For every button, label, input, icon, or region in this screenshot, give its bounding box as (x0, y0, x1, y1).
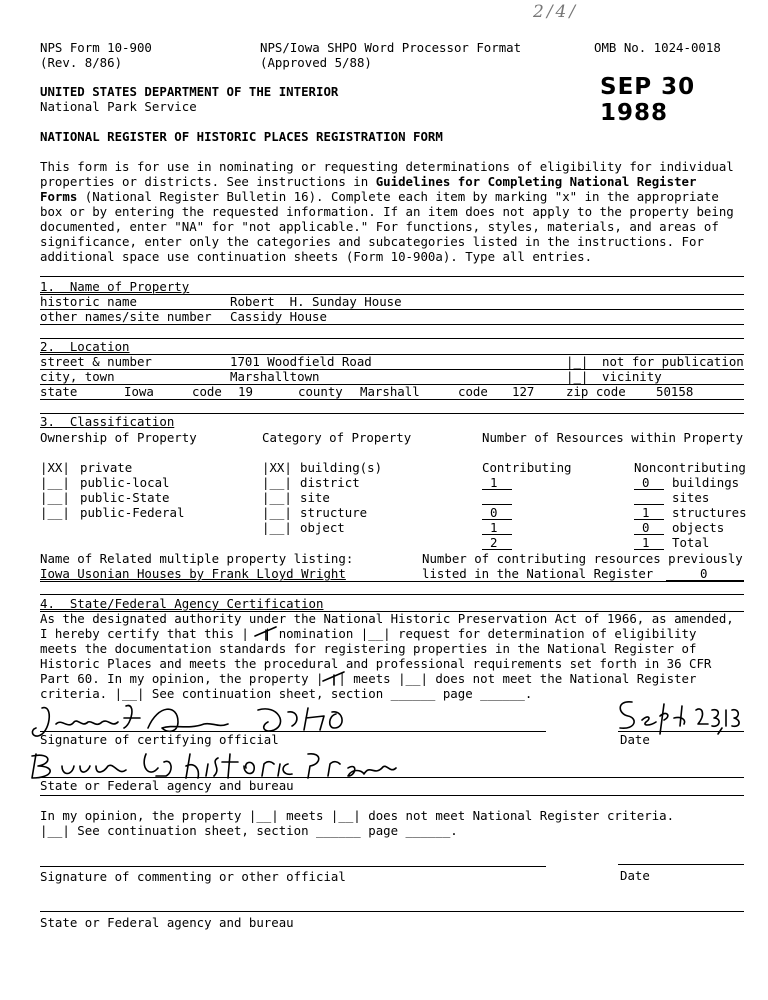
ownership-checkbox[interactable]: |__| (40, 490, 70, 505)
previously-listed-label: Number of contributing resources previously (422, 551, 743, 566)
omb-number: OMB No. 1024-0018 (594, 40, 721, 55)
city-label: city, town (40, 369, 115, 384)
category-header: Category of Property (262, 430, 412, 445)
certification-line: Historic Places and meets the procedural and professional requirements set forth in 36 CFR (40, 656, 712, 671)
ownership-label: public-local (80, 475, 170, 490)
form-title: NATIONAL REGISTER OF HISTORIC PLACES REGISTRATION FORM (40, 129, 443, 144)
county-code-field[interactable]: 127 (512, 384, 535, 399)
previously-listed-label-2: listed in the National Register (422, 566, 654, 581)
ownership-checkbox[interactable]: |__| (40, 475, 70, 490)
signed-date-value (626, 706, 634, 721)
ownership-header: Ownership of Property (40, 430, 197, 445)
certifying-signature-label: Signature of certifying official (40, 732, 279, 747)
ownership-label: public-State (80, 490, 170, 505)
approved-label: (Approved 5/88) (260, 55, 372, 70)
category-label: site (300, 490, 330, 505)
intro-line-7: additional space use continuation sheets (Form 10-900a). Type all entries. (40, 249, 593, 264)
state-code-label: code (192, 384, 222, 399)
section-3-heading: 3. Classification (40, 414, 175, 429)
date-label-2: Date (620, 868, 650, 883)
zip-field[interactable]: 50158 (656, 384, 694, 399)
opinion-line-1: In my opinion, the property |__| meets |__| does not meet National Register criteria. (40, 808, 675, 823)
other-names-field[interactable]: Cassidy House (230, 309, 327, 324)
intro-line-4: box or by entering the requested information. If an item does not apply to the property being (40, 204, 734, 219)
contributing-header: Contributing (482, 460, 572, 475)
zip-label: zip code (566, 384, 626, 399)
county-field[interactable]: Marshall (360, 384, 420, 399)
not-for-publication-label: not for publication (602, 354, 744, 369)
vicinity-label: vicinity (602, 369, 662, 384)
contributing-count[interactable]: 2 (490, 535, 498, 550)
noncontributing-header: Noncontributing (634, 460, 746, 475)
divider (40, 795, 744, 796)
city-field[interactable]: Marshalltown (230, 369, 320, 384)
certification-line: criteria. |__| See continuation sheet, section ______ page ______. (40, 686, 533, 701)
previously-listed-count[interactable]: 0 (700, 566, 708, 581)
intro-line-3: Forms (National Register Bulletin 16). Complete each item by marking "x" in the appropriate (40, 189, 719, 204)
section-2-heading: 2. Location (40, 339, 130, 354)
guidelines-title: Guidelines for Completing National Register (375, 174, 697, 189)
section-4-heading: 4. State/Federal Agency Certification (40, 596, 324, 611)
noncontributing-count[interactable]: 0 (642, 520, 650, 535)
format-label: NPS/Iowa SHPO Word Processor Format (260, 40, 522, 55)
date-line (618, 864, 744, 865)
contributing-count[interactable]: 0 (490, 505, 498, 520)
state-code-field[interactable]: 19 (238, 384, 253, 399)
category-checkbox[interactable]: |__| (262, 475, 292, 490)
contributing-count[interactable]: 1 (490, 520, 498, 535)
forms-title: Forms (40, 189, 78, 204)
street-field[interactable]: 1701 Woodfield Road (230, 354, 372, 369)
noncontributing-count[interactable]: 0 (642, 475, 650, 490)
divider (40, 276, 744, 277)
divider (40, 338, 744, 339)
divider (40, 324, 744, 325)
category-label: building(s) (300, 460, 383, 475)
related-listing-field[interactable]: Iowa Usonian Houses by Frank Lloyd Wright (40, 566, 346, 581)
divider (40, 581, 744, 582)
historic-name-label: historic name (40, 294, 137, 309)
divider (40, 399, 744, 400)
other-names-label: other names/site number (40, 309, 212, 324)
nomination-check-mark (252, 624, 280, 642)
category-checkbox[interactable]: |__| (262, 505, 292, 520)
intro-line-2: properties or districts. See instructions in Guidelines for Completing National Register (40, 174, 697, 189)
category-checkbox[interactable]: |__| (262, 520, 292, 535)
state-field[interactable]: Iowa (124, 384, 154, 399)
commenting-signature-label: Signature of commenting or other official (40, 869, 346, 884)
contributing-count[interactable]: 1 (490, 475, 498, 490)
opinion-line-2: |__| See continuation sheet, section ______ page ______. (40, 823, 458, 838)
ownership-label: private (80, 460, 133, 475)
street-label: street & number (40, 354, 152, 369)
resource-label: objects (672, 520, 725, 535)
department-name: UNITED STATES DEPARTMENT OF THE INTERIOR (40, 84, 339, 99)
intro-line-5: documented, enter "NA" for "not applicable." For functions, styles, materials, and areas of (40, 219, 719, 234)
intro-line-6: significance, enter only the categories and subcategories listed in the instructions. For (40, 234, 704, 249)
meets-check-mark (320, 669, 348, 687)
corner-note: 2/4/ (533, 2, 579, 22)
category-checkbox[interactable]: |__| (262, 490, 292, 505)
historic-name-field[interactable]: Robert H. Sunday House (230, 294, 402, 309)
resource-label: sites (672, 490, 710, 505)
ownership-label: public-Federal (80, 505, 185, 520)
related-listing-label: Name of Related multiple property listing: (40, 551, 354, 566)
certification-line: As the designated authority under the National Historic Preservation Act of 1966, as amended, (40, 611, 734, 626)
signature-line (40, 911, 744, 912)
noncontributing-count[interactable]: 1 (642, 535, 650, 550)
category-label: structure (300, 505, 368, 520)
ownership-checkbox[interactable]: |XX| (40, 460, 70, 475)
agency-bureau-label: State or Federal agency and bureau (40, 778, 294, 793)
agency-bureau-label-2: State or Federal agency and bureau (40, 915, 294, 930)
certification-line: I hereby certify that this | | nomination |__| request for determination of eligibility (40, 626, 697, 641)
state-label: state (40, 384, 78, 399)
resource-label: Total (672, 535, 710, 550)
service-name: National Park Service (40, 99, 197, 114)
not-for-publication-checkbox[interactable]: |_| (566, 354, 589, 369)
date-label: Date (620, 732, 650, 747)
ownership-checkbox[interactable]: |__| (40, 505, 70, 520)
category-checkbox[interactable]: |XX| (262, 460, 292, 475)
noncontributing-count[interactable]: 1 (642, 505, 650, 520)
received-date-stamp: SEP 30 1988 (600, 74, 696, 126)
resource-label: buildings (672, 475, 740, 490)
form-revision: (Rev. 8/86) (40, 55, 123, 70)
section-1-heading: 1. Name of Property (40, 279, 190, 294)
county-label: county (298, 384, 343, 399)
county-code-label: code (458, 384, 488, 399)
resources-header: Number of Resources within Property (482, 430, 744, 445)
category-label: district (300, 475, 360, 490)
signature-line (40, 866, 546, 867)
divider (40, 594, 744, 595)
certification-line: meets the documentation standards for registering properties in the National Register of (40, 641, 697, 656)
category-label: object (300, 520, 345, 535)
form-number: NPS Form 10-900 (40, 40, 152, 55)
intro-line-1: This form is for use in nominating or requesting determinations of eligibility for individual (40, 159, 734, 174)
resource-label: structures (672, 505, 747, 520)
certification-line: Part 60. In my opinion, the property | | meets |__| does not meet the National Register (40, 671, 697, 686)
vicinity-checkbox[interactable]: |_| (566, 369, 589, 384)
